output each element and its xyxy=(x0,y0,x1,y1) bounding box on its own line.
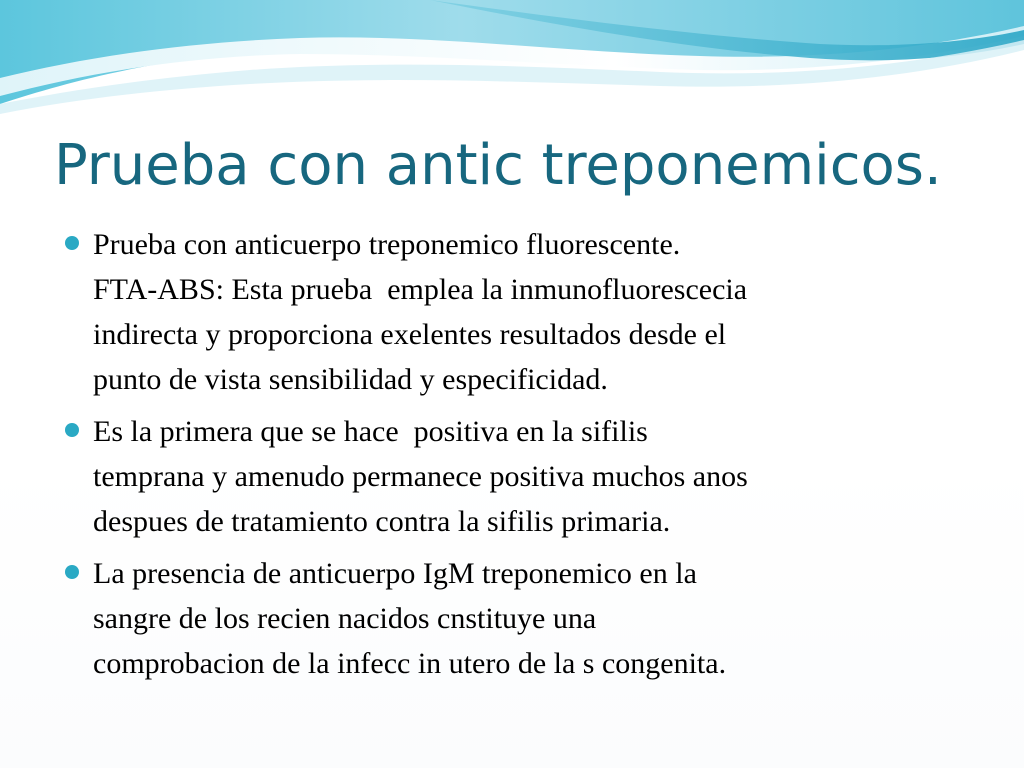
bullet-line: punto de vista sensibilidad y especificidad. xyxy=(93,363,608,396)
bullet-line: indirecta y proporciona exelentes resultados desde el xyxy=(93,318,727,351)
bullet-dot-icon xyxy=(65,565,79,579)
bullet-line: Prueba con anticuerpo treponemico fluorescente. xyxy=(93,228,681,261)
bullet-line: comprobacion de la infecc in utero de la s congenita. xyxy=(93,647,727,680)
bullet-item xyxy=(65,551,995,686)
bullet-list xyxy=(65,222,995,693)
slide-title: Prueba con antic treponemicos. xyxy=(54,133,942,198)
bullet-line: temprana y amenudo permanece positiva muchos anos xyxy=(93,460,748,493)
bullet-item xyxy=(65,222,995,402)
bullet-dot-icon xyxy=(65,423,79,437)
bullet-dot-icon xyxy=(65,236,79,250)
bullet-line: despues de tratamiento contra la sifilis primaria. xyxy=(93,505,671,538)
bullet-line: sangre de los recien nacidos cnstituye una xyxy=(93,602,597,635)
bullet-line: Es la primera que se hace positiva en la sifilis xyxy=(93,415,648,448)
bullet-line: La presencia de anticuerpo IgM treponemico en la xyxy=(93,557,697,590)
bullet-item xyxy=(65,409,995,544)
wave-header-decoration xyxy=(0,0,1024,130)
bullet-line: FTA-ABS: Esta prueba emplea la inmunofluorescecia xyxy=(93,273,748,306)
